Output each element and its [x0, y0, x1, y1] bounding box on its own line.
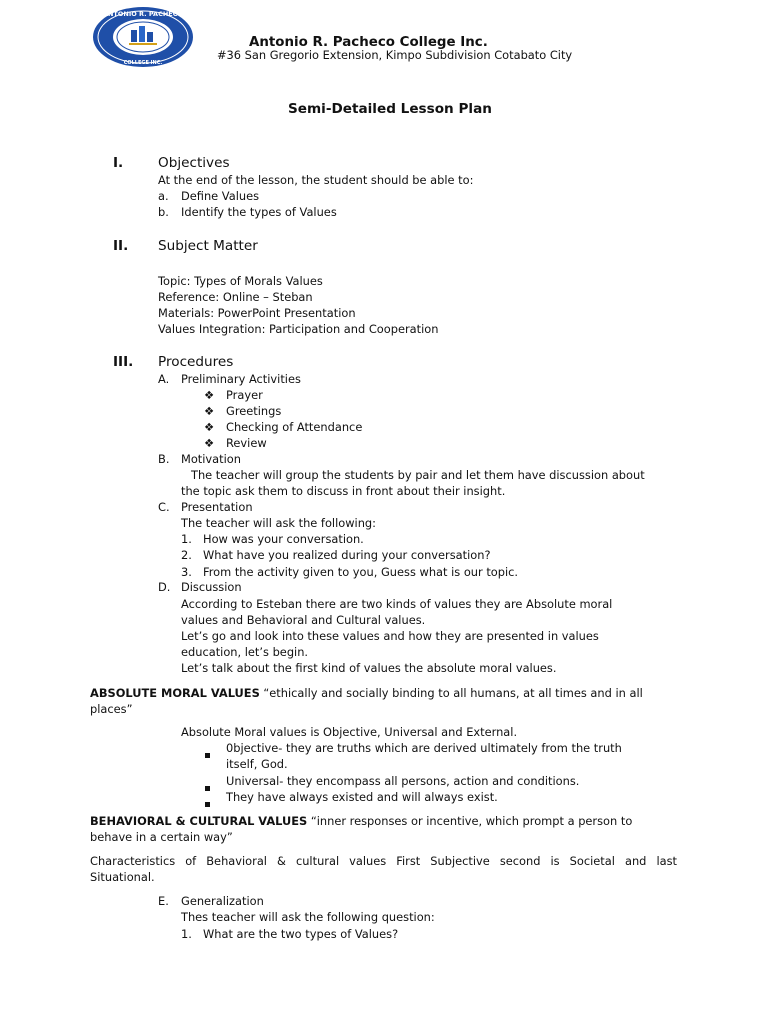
document-title: Semi-Detailed Lesson Plan: [288, 101, 492, 117]
question-marker: 2.: [181, 548, 192, 562]
procedure-a-label: Preliminary Activities: [181, 372, 301, 386]
motivation-text: The teacher will group the students by pair and let them have discussion about: [191, 468, 645, 482]
diamond-bullet-icon: ❖: [204, 404, 215, 418]
subject-line-reference: Reference: Online – Steban: [158, 290, 313, 304]
discussion-text: According to Esteban there are two kinds of values they are Absolute moral: [181, 597, 613, 611]
procedure-d-label: Discussion: [181, 580, 242, 594]
presentation-intro: The teacher will ask the following:: [181, 516, 376, 530]
absolute-value-item: They have always existed and will always exist.: [226, 790, 498, 804]
subject-line-values-integration: Values Integration: Participation and Cooperation: [158, 322, 439, 336]
objective-text: Define Values: [181, 189, 260, 203]
question-text: How was your conversation.: [203, 532, 364, 546]
square-bullet-icon: [205, 794, 210, 813]
procedure-b-label: Motivation: [181, 452, 241, 466]
absolute-value-item-cont: itself, God.: [226, 757, 288, 771]
college-address: #36 San Gregorio Extension, Kimpo Subdivision Cotabato City: [217, 48, 573, 62]
activity-item: Review: [226, 436, 267, 450]
square-bullet-icon: [205, 745, 210, 764]
procedure-a-marker: A.: [158, 372, 170, 386]
objective-marker: b.: [158, 205, 169, 219]
procedure-b-marker: B.: [158, 452, 170, 466]
logo-text-top: ANTONIO R. PACHECO: [102, 10, 184, 18]
discussion-text: values and Behavioral and Cultural values.: [181, 613, 426, 627]
discussion-text: Let’s go and look into these values and how they are presented in values: [181, 629, 599, 643]
question-marker: 3.: [181, 565, 192, 579]
absolute-moral-values-quote-cont: places”: [90, 702, 133, 716]
activity-item: Prayer: [226, 388, 263, 402]
discussion-text: Let’s talk about the first kind of values the absolute moral values.: [181, 661, 557, 675]
behavioral-values-term: BEHAVIORAL & CULTURAL VALUES: [90, 814, 308, 828]
question-marker: 1.: [181, 532, 192, 546]
absolute-value-item: Universal- they encompass all persons, action and conditions.: [226, 774, 580, 788]
discussion-text: education, let’s begin.: [181, 645, 309, 659]
objectives-heading: Objectives: [158, 155, 230, 171]
subject-matter-numeral: II.: [113, 238, 129, 254]
procedure-c-marker: C.: [158, 500, 170, 514]
subject-line-materials: Materials: PowerPoint Presentation: [158, 306, 356, 320]
procedure-e-label: Generalization: [181, 894, 264, 908]
behavioral-values-quote: “inner responses or incentive, which prompt a person to: [307, 814, 633, 828]
generalization-question-marker: 1.: [181, 927, 192, 941]
activity-item: Checking of Attendance: [226, 420, 363, 434]
behavioral-values-quote-cont: behave in a certain way”: [90, 830, 233, 844]
absolute-moral-values-term: ABSOLUTE MORAL VALUES: [90, 686, 260, 700]
objective-text: Identify the types of Values: [181, 205, 337, 219]
question-text: From the activity given to you, Guess what is our topic.: [203, 565, 519, 579]
activity-item: Greetings: [226, 404, 282, 418]
behavioral-characteristics-cont: Situational.: [90, 870, 155, 884]
procedures-numeral: III.: [113, 354, 134, 370]
absolute-value-item: 0bjective- they are truths which are derived ultimately from the truth: [226, 741, 622, 755]
procedure-e-marker: E.: [158, 894, 169, 908]
college-seal-logo: [91, 4, 195, 68]
absolute-moral-values-quote: “ethically and socially binding to all humans, at all times and in all: [259, 686, 643, 700]
generalization-intro: Thes teacher will ask the following question:: [181, 910, 435, 924]
procedure-c-label: Presentation: [181, 500, 253, 514]
diamond-bullet-icon: ❖: [204, 388, 215, 402]
procedures-heading: Procedures: [158, 354, 234, 370]
generalization-question-text: What are the two types of Values?: [203, 927, 399, 941]
objectives-numeral: I.: [113, 155, 124, 171]
objective-marker: a.: [158, 189, 169, 203]
behavioral-characteristics: Characteristics of Behavioral & cultural values First Subjective second is Societal and last: [90, 854, 677, 868]
college-name: Antonio R. Pacheco College Inc.: [249, 35, 488, 50]
diamond-bullet-icon: ❖: [204, 420, 215, 434]
question-text: What have you realized during your conversation?: [203, 548, 491, 562]
diamond-bullet-icon: ❖: [204, 436, 215, 450]
logo-text-bottom: COLLEGE INC.: [123, 60, 163, 66]
subject-line-topic: Topic: Types of Morals Values: [158, 274, 323, 288]
subject-matter-heading: Subject Matter: [158, 238, 258, 254]
procedure-d-marker: D.: [158, 580, 171, 594]
motivation-text: the topic ask them to discuss in front about their insight.: [181, 484, 506, 498]
objectives-intro: At the end of the lesson, the student should be able to:: [158, 173, 474, 187]
absolute-values-intro: Absolute Moral values is Objective, Universal and External.: [181, 725, 518, 739]
absolute-moral-values-definition: [90, 685, 643, 701]
behavioral-values-definition: [90, 813, 632, 829]
